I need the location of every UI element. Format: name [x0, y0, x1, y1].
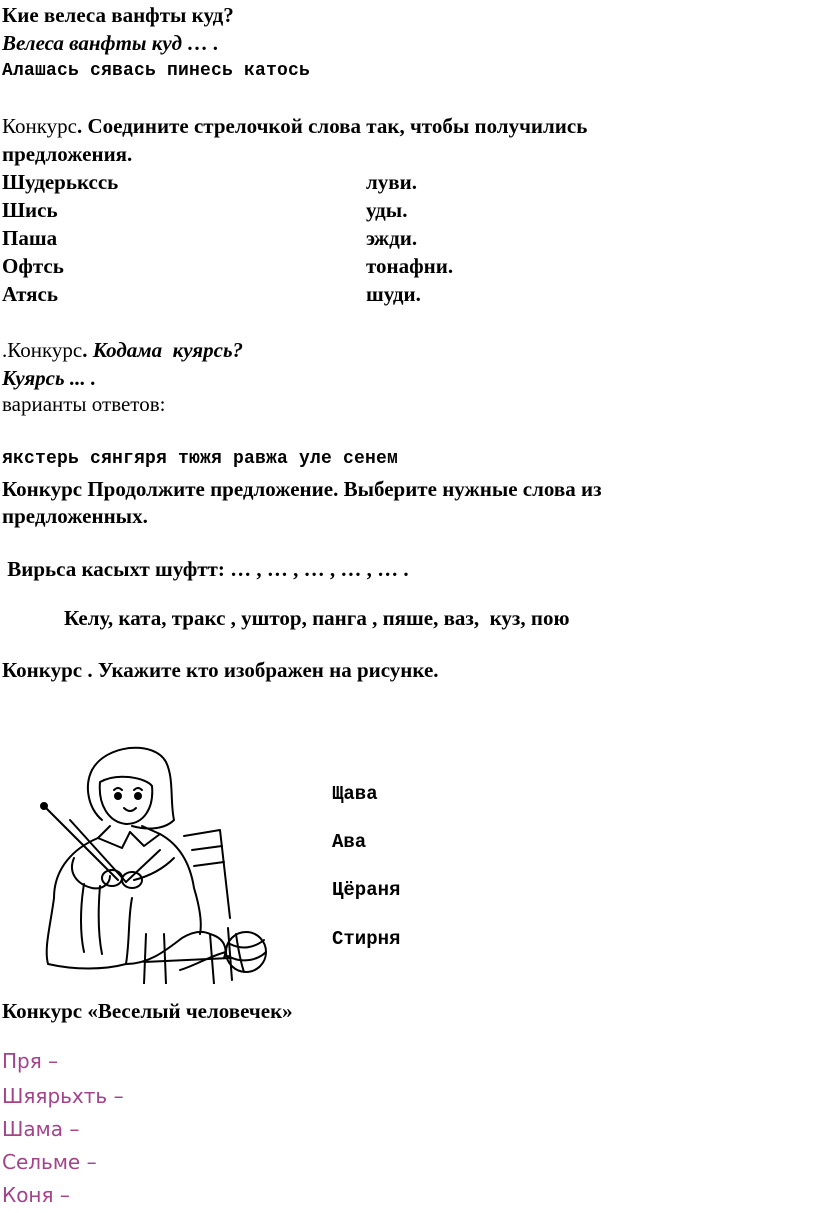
contest4-option: Ава [332, 831, 367, 853]
contest4-task: Конкурс . Укажите кто изображен на рисунке. [2, 658, 439, 682]
heading-question: Кие велеса ванфты куд? [2, 3, 234, 27]
contest2-title-line [2, 337, 243, 364]
contest1-task-cont: предложения. [2, 142, 133, 166]
contest5-item: Пря – [2, 1049, 59, 1073]
contest1-label: Конкурс [2, 114, 77, 138]
contest1-task: . Соедините стрелочкой слова так, чтобы получились [76, 114, 588, 138]
contest5-item: Коня – [2, 1183, 70, 1207]
contest3-words: Келу, ката, тракс , уштор, панга , пяше, ваз, куз, пою [64, 606, 570, 630]
contest5-item: Шяярьхть – [2, 1084, 124, 1108]
pair-left: Паша [2, 226, 58, 250]
contest3-task-cont: предложенных. [2, 504, 148, 528]
contest4-option: Щава [332, 783, 378, 805]
contest2-answer-prompt: Куярсь ... . [2, 366, 97, 390]
contest3-sentence: Вирьса касыхт шуфтт: … , … , … , … , … . [2, 557, 409, 581]
contest3-task: Конкурс Продолжите предложение. Выберите нужные слова из [2, 477, 602, 501]
contest2-question: Кодама куярсь? [92, 338, 244, 362]
pair-right: уды. [366, 198, 408, 222]
pair-left: Шудерькссь [2, 170, 119, 194]
contest4-option: Стирня [332, 928, 401, 950]
pair-right: эжди. [366, 226, 418, 250]
contest5-title: Конкурс «Веселый человечек» [2, 999, 293, 1023]
contest2-variants: якстерь сянгяря тюжя равжа уле сенем [2, 449, 399, 469]
contest2-variants-label: варианты ответов: [2, 392, 166, 416]
contest1-task-line [2, 113, 587, 140]
pair-right: шуди. [366, 282, 421, 306]
pair-right: луви. [366, 170, 417, 194]
contest5-item: Шама – [2, 1117, 80, 1141]
grandmother-knitting-illustration [14, 738, 290, 984]
pair-left: Атясь [2, 282, 58, 306]
contest5-item: Сельме – [2, 1150, 97, 1174]
pair-right: тонафни. [366, 254, 454, 278]
heading-answer-prompt: Велеса ванфты куд … . [2, 31, 219, 55]
contest2-prefix: .Конкурс [2, 338, 83, 362]
pair-left: Шись [2, 198, 58, 222]
pair-left: Офтсь [2, 254, 64, 278]
contest4-option: Цёраня [332, 879, 401, 901]
heading-options: Алашась сявась пинесь катось [2, 61, 311, 81]
contest2-dot: . [82, 338, 93, 362]
